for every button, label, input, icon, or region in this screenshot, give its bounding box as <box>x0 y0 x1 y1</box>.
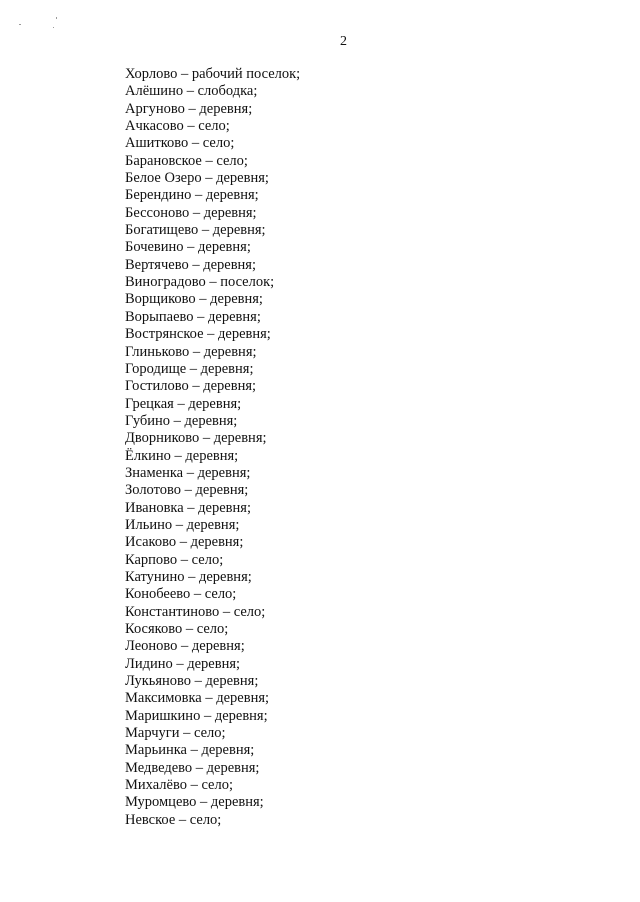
list-item: Марьинка – деревня; <box>125 742 255 759</box>
list-item: Конобеево – село; <box>125 586 237 603</box>
list-item: Маришкино – деревня; <box>125 707 268 724</box>
list-item: Вострянское – деревня; <box>125 326 271 343</box>
list-item: Константиново – село; <box>125 603 266 620</box>
list-item: Золотово – деревня; <box>125 482 249 499</box>
list-item: Алёшино – слободка; <box>125 83 258 100</box>
list-item: Марчуги – село; <box>125 725 226 742</box>
list-item: Барановское – село; <box>125 152 248 169</box>
list-item: Исаково – деревня; <box>125 534 244 551</box>
list-item: Бочевино – деревня; <box>125 239 251 256</box>
list-item: Косяково – село; <box>125 621 229 637</box>
list-item: Знаменка – деревня; <box>125 464 251 481</box>
list-item: Грецкая – деревня; <box>125 395 242 412</box>
scan-speck <box>53 27 54 28</box>
list-item: Ачкасово – село; <box>125 118 230 135</box>
list-item: Ворыпаево – деревня; <box>125 308 261 325</box>
scan-speck <box>19 24 21 25</box>
list-item: Невское – село; <box>125 811 222 828</box>
page-number: 2 <box>340 34 347 49</box>
list-item: Гостилово – деревня; <box>125 378 257 395</box>
list-item: Карпово – село; <box>125 551 224 568</box>
list-item: Виноградово – поселок; <box>125 274 275 291</box>
list-item: Дворниково – деревня; <box>125 430 267 447</box>
list-item: Глиньково – деревня; <box>125 343 257 360</box>
list-item: Губино – деревня; <box>125 412 238 429</box>
list-item: Ворщиково – деревня; <box>125 291 263 308</box>
list-item: Максимовка – деревня; <box>125 690 270 707</box>
list-item: Хорлово – рабочий поселок; <box>125 66 301 82</box>
list-item: Белое Озеро – деревня; <box>125 170 269 187</box>
list-item: Михалёво – село; <box>125 777 234 794</box>
list-item: Ёлкино – деревня; <box>125 447 239 464</box>
list-item: Ивановка – деревня; <box>125 499 251 516</box>
list-item: Вертячево – деревня; <box>125 256 257 273</box>
list-item: Ильино – деревня; <box>125 516 240 533</box>
list-item: Аргуново – деревня; <box>125 100 253 117</box>
list-item: Муромцево – деревня; <box>125 794 264 811</box>
scan-speck <box>56 17 57 19</box>
list-item: Бессоново – деревня; <box>125 204 257 221</box>
list-item: Лукьяново – деревня; <box>125 673 259 690</box>
list-item: Катунино – деревня; <box>125 568 252 585</box>
list-item: Берендино – деревня; <box>125 187 259 204</box>
settlement-list <box>125 66 300 829</box>
list-item: Городище – деревня; <box>125 360 254 377</box>
list-item: Ашитково – село; <box>125 135 235 152</box>
list-item: Леоново – деревня; <box>125 638 245 655</box>
list-item: Медведево – деревня; <box>125 759 260 776</box>
list-item: Лидино – деревня; <box>125 655 241 672</box>
list-item: Богатищево – деревня; <box>125 222 266 239</box>
